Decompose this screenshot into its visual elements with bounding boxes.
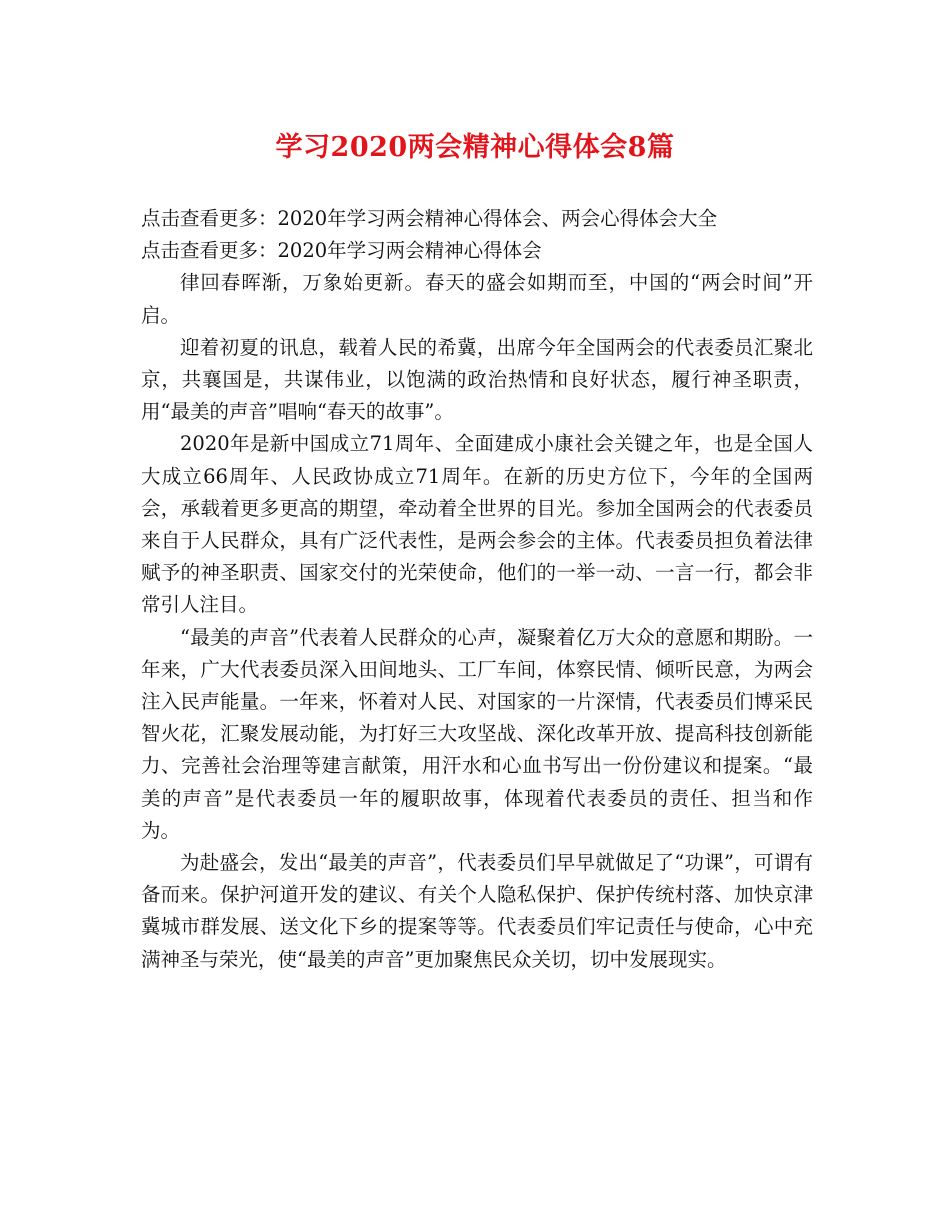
paragraph-2: 迎着初夏的讯息，载着人民的希冀，出席今年全国两会的代表委员汇聚北京，共襄国是，共谋伟业，以饱满的政治热情和良好状态，履行神圣职责，用“最美的声音”唱响“春天的故事”。 <box>141 335 813 424</box>
paragraph-4: “最美的声音”代表着人民群众的心声，凝聚着亿万大众的意愿和期盼。一年来，广大代表委员深入田间地头、工厂车间，体察民情、倾听民意，为两会注入民声能量。一年来，怀着对人民、对国家的一片深情，代表委员们博采民智火花，汇聚发展动能，为打好三大攻坚战、深化改革开放、提高科技创新能力、完善社会治理等建言献策，用汗水和心血书写出一份份建议和提案。“最美的声音”是代表委员一年的履职故事，体现着代表委员的责任、担当和作为。 <box>141 625 813 842</box>
document-title: 学习2020两会精神心得体会8篇 <box>275 132 675 163</box>
document-body <box>141 203 813 976</box>
more-link-1[interactable]: 点击查看更多：2020年学习两会精神心得体会、两会心得体会大全 <box>141 207 718 230</box>
paragraph-1: 律回春晖渐，万象始更新。春天的盛会如期而至，中国的“两会时间”开启。 <box>141 271 813 327</box>
paragraph-3: 2020年是新中国成立71周年、全面建成小康社会关键之年，也是全国人大成立66周年、人民政协成立71周年。在新的历史方位下，今年的全国两会，承载着更多更高的期望，牵动着全世界的目光。参加全国两会的代表委员来自于人民群众，具有广泛代表性，是两会参会的主体。代表委员担负着法律赋予的神圣职责、国家交付的光荣使命，他们的一举一动、一言一行，都会非常引人注目。 <box>141 432 813 617</box>
paragraph-5: 为赴盛会，发出“最美的声音”，代表委员们早早就做足了“功课”，可谓有备而来。保护河道开发的建议、有关个人隐私保护、保护传统村落、加快京津冀城市群发展、送文化下乡的提案等等。代表委员们牢记责任与使命，心中充满神圣与荣光，使“最美的声音”更加聚焦民众关切，切中发展现实。 <box>141 851 813 971</box>
more-link-2[interactable]: 点击查看更多：2020年学习两会精神心得体会 <box>141 239 542 263</box>
